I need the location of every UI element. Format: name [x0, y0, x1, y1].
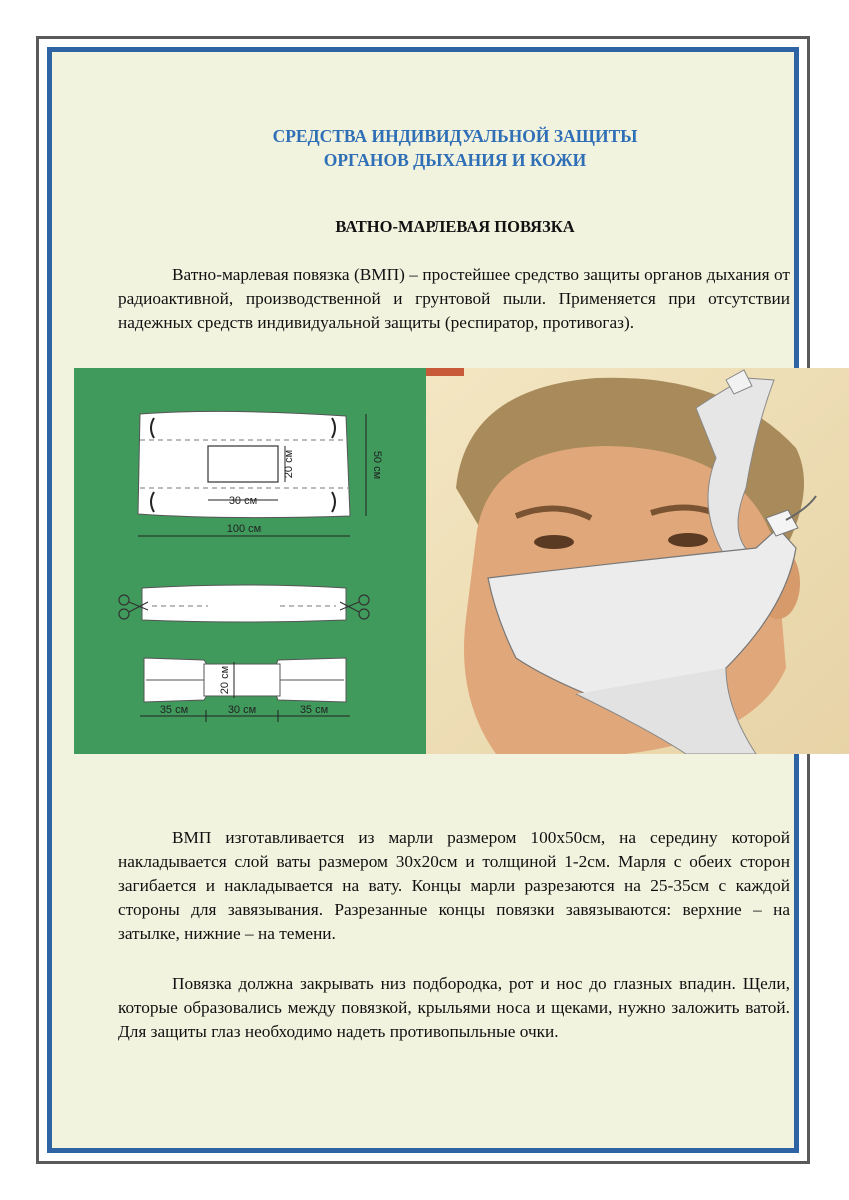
- intro-paragraph: Ватно-марлевая повязка (ВМП) – простейшее средство защиты органов дыхания от радиоактивной, производственной и грунтовой пыли. Применяется при отсутствии надежных средств индивидуальной защиты (респиратор, противогаз).: [118, 265, 790, 332]
- cut-height-label: 20 см: [219, 665, 231, 695]
- page-title: [60, 124, 849, 172]
- body-paragraph-2: Повязка должна закрывать низ подбородка, рот и нос до глазных впадин. Щели, которые образовались между повязкой, крыльями носа и щеками, нужно заложить ватой. Для защиты глаз необходимо надеть противопыльные очки.: [118, 974, 790, 1041]
- segment-label-right: 35 см: [299, 704, 329, 716]
- sheet-width-label: 100 см: [226, 523, 262, 535]
- person-wearing-mask-illustration: [426, 368, 849, 754]
- segment-label-left: 35 см: [159, 704, 189, 716]
- sheet-height-label: 50 см: [371, 450, 383, 480]
- title-line-1: СРЕДСТВА ИНДИВИДУАЛЬНОЙ ЗАЩИТЫ: [272, 126, 638, 146]
- cotton-height-label: 20 см: [283, 449, 295, 479]
- title-line-2: ОРГАНОВ ДЫХАНИЯ И КОЖИ: [323, 150, 587, 170]
- body-paragraph-1: ВМП изготавливается из марли размером 100х50см, на середину которой накладывается слой ваты размером 30х20см и толщиной 1-2см. Марля с обеих сторон загибается и накладывается на вату. Концы марли разрезаются на 25-35см с каждой стороны для завязывания. Разрезанные концы повязки завязываются: верхние – на затылке, нижние – на темени.: [118, 828, 790, 943]
- cotton-width-label: 30 см: [228, 495, 258, 507]
- mask-pattern-diagram: [74, 368, 426, 754]
- section-heading: ВАТНО-МАРЛЕВАЯ ПОВЯЗКА: [335, 217, 575, 236]
- segment-label-middle: 30 см: [227, 704, 257, 716]
